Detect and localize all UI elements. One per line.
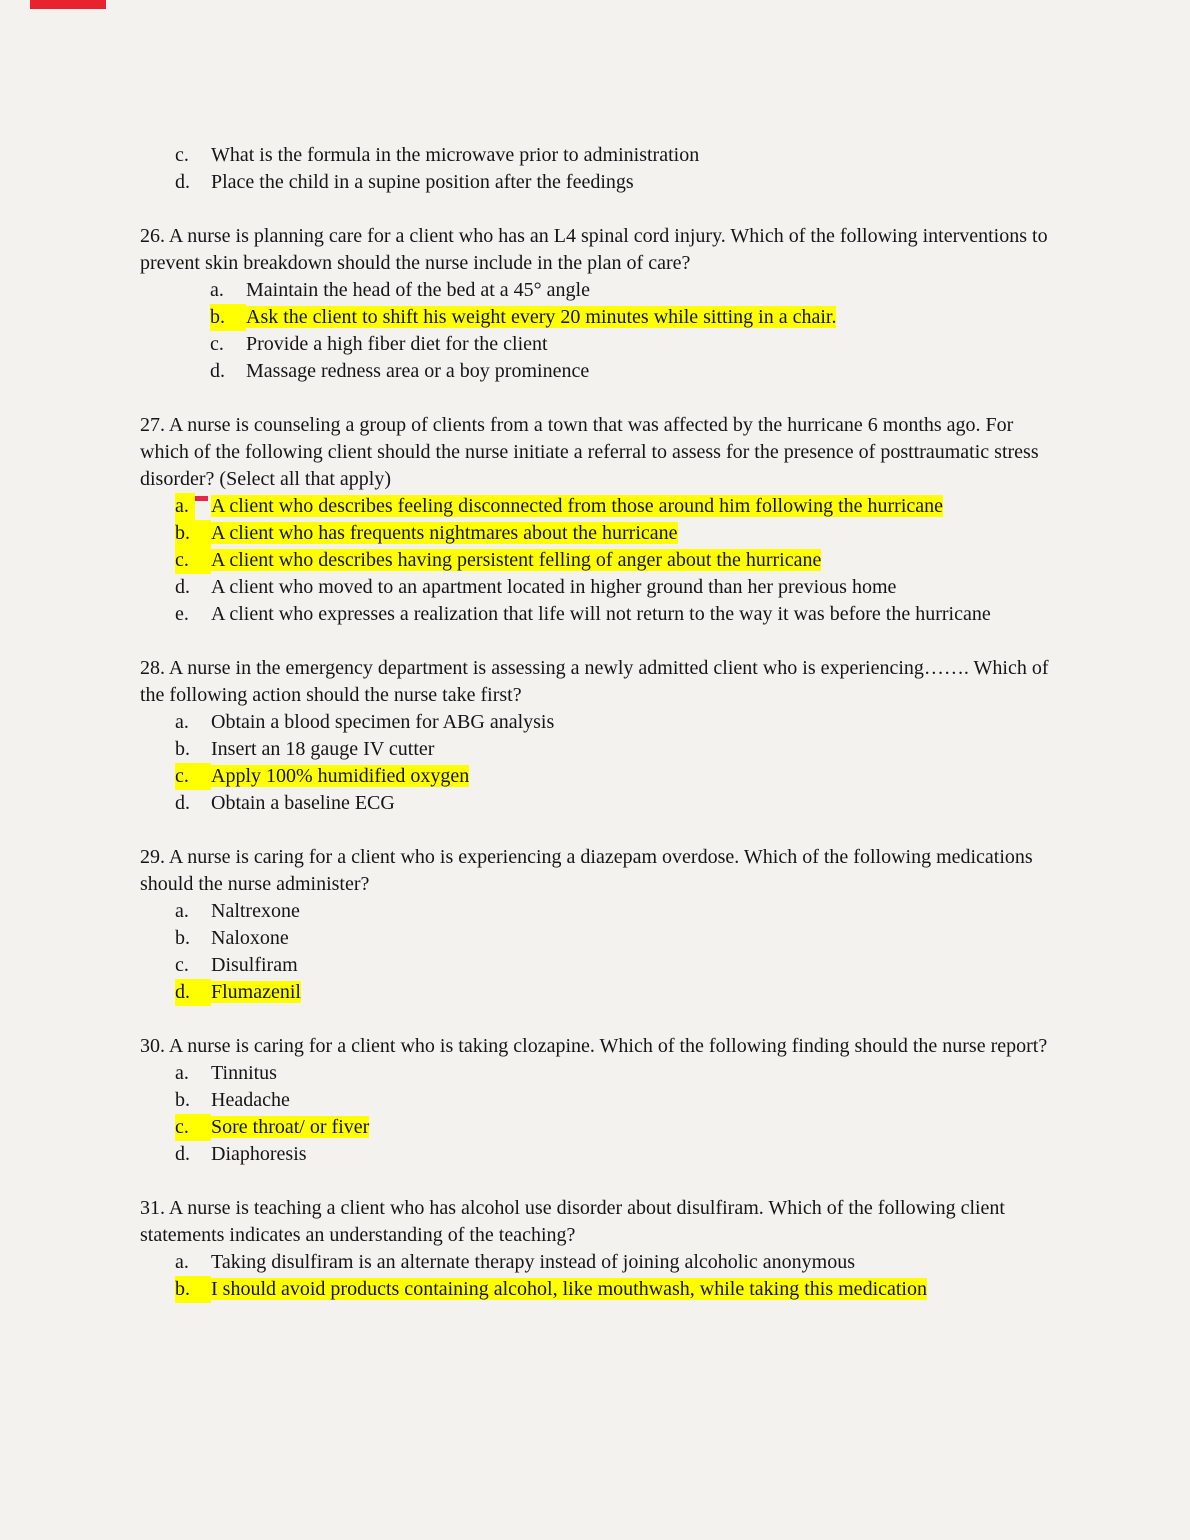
question-block [140, 412, 1052, 628]
question-block [140, 223, 1052, 385]
question-fragment-block [140, 142, 1052, 196]
option-row [140, 979, 1052, 1006]
option-label: a. [210, 279, 224, 301]
option-row [140, 331, 1052, 358]
options-list [140, 1249, 1052, 1303]
option-label: d. [210, 360, 225, 382]
option-row [140, 304, 1052, 331]
option-row [140, 790, 1052, 817]
option-text-highlighted: Flumazenil [211, 981, 301, 1003]
option-label: a. [175, 711, 189, 733]
option-row [140, 520, 1052, 547]
option-text: Insert an 18 gauge IV cutter [211, 738, 435, 760]
question-stem: 27. A nurse is counseling a group of clients from a town that was affected by the hurricane 6 months ago. For which of the following client should the nurse initiate a referral to assess for the presence of posttraumatic stress disorder? (Select all that apply) [140, 414, 1039, 490]
question-block [140, 844, 1052, 1006]
option-row [140, 1114, 1052, 1141]
option-row [140, 925, 1052, 952]
option-row [140, 547, 1052, 574]
option-label: e. [175, 603, 189, 625]
option-label: c. [175, 1114, 211, 1141]
option-label: a. [175, 1251, 189, 1273]
option-row [140, 1141, 1052, 1168]
option-row [140, 709, 1052, 736]
question-block [140, 1033, 1052, 1168]
option-text-highlighted: I should avoid products containing alcohol, like mouthwash, while taking this medication [211, 1278, 927, 1300]
option-row [140, 1249, 1052, 1276]
option-text: A client who expresses a realization that life will not return to the way it was before the hurricane [211, 603, 991, 625]
option-row [140, 952, 1052, 979]
question-block [140, 655, 1052, 817]
option-text: Place the child in a supine position after the feedings [211, 171, 634, 193]
option-row [140, 1087, 1052, 1114]
option-label: a. [175, 1062, 189, 1084]
option-text: Obtain a blood specimen for ABG analysis [211, 711, 555, 733]
option-label: d. [175, 171, 190, 193]
option-row [140, 142, 1052, 169]
question-block [140, 1195, 1052, 1303]
option-text-highlighted: A client who has frequents nightmares about the hurricane [211, 522, 678, 544]
option-text: Obtain a baseline ECG [211, 792, 395, 814]
option-text: A client who moved to an apartment located in higher ground than her previous home [211, 576, 897, 598]
option-text-highlighted: Apply 100% humidified oxygen [211, 765, 470, 787]
option-text: Provide a high fiber diet for the client [246, 333, 548, 355]
options-list [140, 1060, 1052, 1168]
option-label: d. [175, 792, 190, 814]
option-label: b. [210, 304, 246, 331]
option-label: c. [175, 144, 189, 166]
option-row [140, 277, 1052, 304]
option-row [140, 358, 1052, 385]
option-text: Headache [211, 1089, 290, 1111]
options-list [140, 277, 1052, 385]
option-text: What is the formula in the microwave prior to administration [211, 144, 700, 166]
option-label: d. [175, 1143, 190, 1165]
option-label: a. [175, 493, 195, 520]
option-row [140, 169, 1052, 196]
option-text: Disulfiram [211, 954, 298, 976]
option-row [140, 1060, 1052, 1087]
option-text: Naltrexone [211, 900, 300, 922]
options-list [140, 493, 1052, 628]
option-text: Maintain the head of the bed at a 45° angle [246, 279, 590, 301]
red-annotation-mark [195, 496, 208, 501]
option-text: Taking disulfiram is an alternate therapy instead of joining alcoholic anonymous [211, 1251, 855, 1273]
options-list [140, 142, 1052, 196]
option-label: b. [175, 927, 190, 949]
option-row [140, 574, 1052, 601]
option-label: d. [175, 979, 211, 1006]
option-label: b. [175, 520, 211, 547]
option-row [140, 601, 1052, 628]
option-text-highlighted: A client who describes having persistent felling of anger about the hurricane [211, 549, 822, 571]
document-body [140, 142, 1052, 1303]
option-label: c. [175, 954, 189, 976]
option-label: c. [175, 763, 211, 790]
option-label: d. [175, 576, 190, 598]
option-text: Diaphoresis [211, 1143, 307, 1165]
options-list [140, 898, 1052, 1006]
option-text: Naloxone [211, 927, 289, 949]
option-row [140, 898, 1052, 925]
question-stem: 31. A nurse is teaching a client who has alcohol use disorder about disulfiram. Which of the following client statements indicates an understanding of the teaching? [140, 1197, 1005, 1246]
question-stem: 30. A nurse is caring for a client who is taking clozapine. Which of the following finding should the nurse report? [140, 1035, 1048, 1057]
option-label: c. [175, 547, 211, 574]
option-label: a. [175, 900, 189, 922]
red-scan-artifact-top [30, 0, 106, 9]
option-label: b. [175, 738, 190, 760]
option-label: b. [175, 1276, 211, 1303]
option-label: b. [175, 1089, 190, 1111]
options-list [140, 709, 1052, 817]
question-stem: 29. A nurse is caring for a client who is experiencing a diazepam overdose. Which of the following medications should the nurse administer? [140, 846, 1033, 895]
option-text: Tinnitus [211, 1062, 277, 1084]
option-row [140, 1276, 1052, 1303]
option-row [140, 763, 1052, 790]
option-text: Massage redness area or a boy prominence [246, 360, 590, 382]
option-row [140, 493, 1052, 520]
option-text-highlighted: Ask the client to shift his weight every 20 minutes while sitting in a chair. [246, 306, 837, 328]
option-text-highlighted: A client who describes feeling disconnected from those around him following the hurricane [211, 495, 944, 517]
question-stem: 26. A nurse is planning care for a client who has an L4 spinal cord injury. Which of the following interventions to prevent skin breakdown should the nurse include in the plan of care? [140, 225, 1048, 274]
question-stem: 28. A nurse in the emergency department is assessing a newly admitted client who is experiencing……. Which of the following action should the nurse take first? [140, 657, 1049, 706]
option-text-highlighted: Sore throat/ or fiver [211, 1116, 370, 1138]
option-row [140, 736, 1052, 763]
option-label: c. [210, 333, 224, 355]
